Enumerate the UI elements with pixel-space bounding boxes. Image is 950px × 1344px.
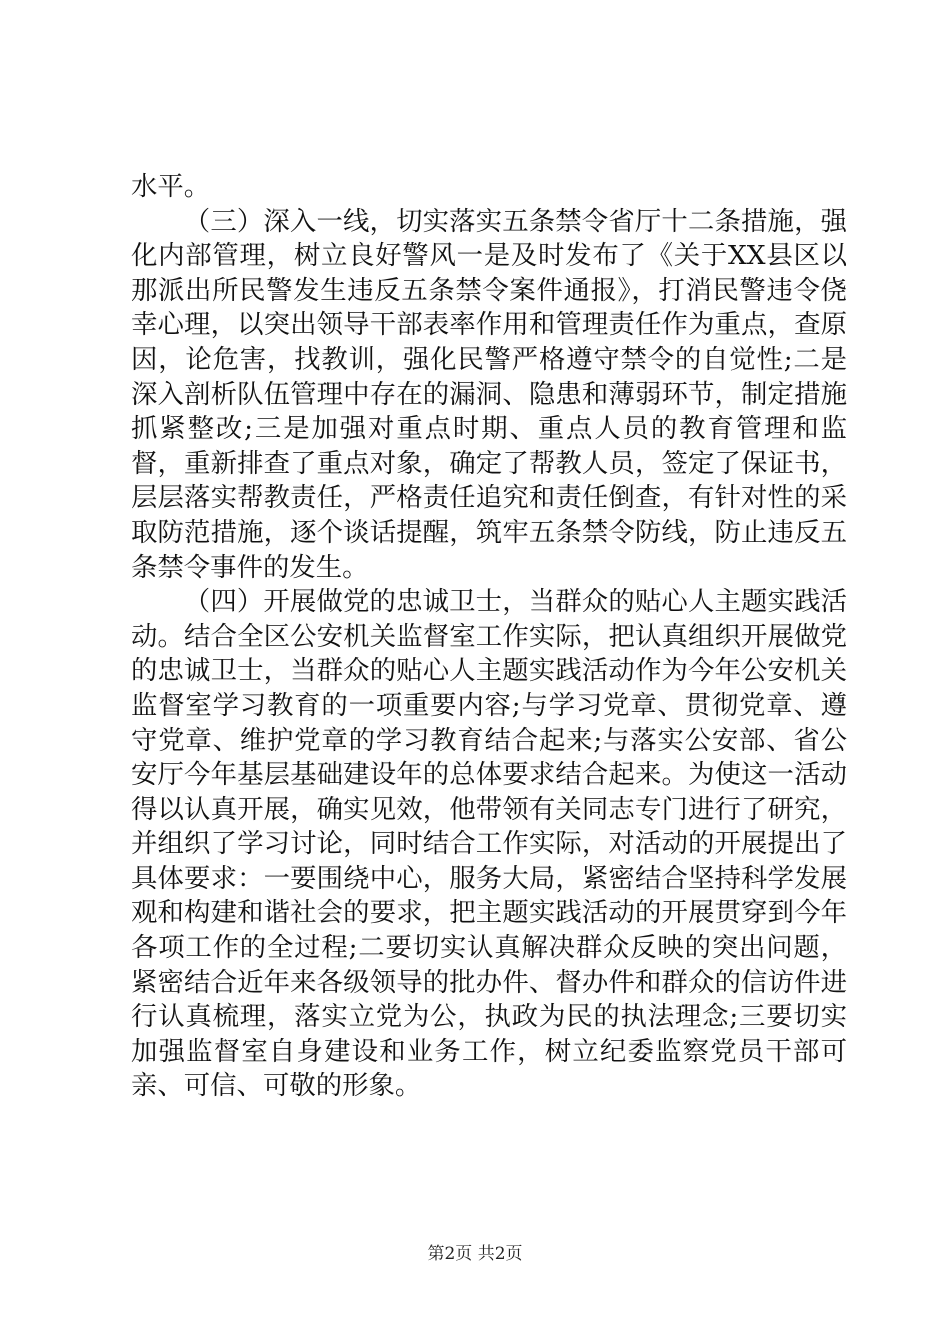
page-number-footer: 第2页 共2页: [427, 1244, 523, 1264]
paragraph-section-three: （三）深入一线，切实落实五条禁令省厅十二条措施，强化内部管理，树立良好警风一是及时发布了《关于XX县区以那派出所民警发生违反五条禁令案件通报》，打消民警违令侥幸心理，以突出领导干部表率作用和管理责任作为重点，查原因，论危害，找教训，强化民警严格遵守禁令的自觉性;二是深入剖析队伍管理中存在的漏洞、隐患和薄弱环节，制定措施抓紧整改;三是加强对重点时期、重点人员的教育管理和监督，重新排查了重点对象，确定了帮教人员，签定了保证书，层层落实帮教责任，严格责任追究和责任倒查，有针对性的采取防范措施，逐个谈话提醒，筑牢五条禁令防线，防止违反五条禁令事件的发生。: [131, 205, 847, 583]
paragraph-continuation: 水平。: [131, 171, 211, 202]
document-body: [131, 170, 847, 1104]
paragraph-section-four: （四）开展做党的忠诚卫士，当群众的贴心人主题实践活动。结合全区公安机关监督室工作实际，把认真组织开展做党的忠诚卫士，当群众的贴心人主题实践活动作为今年公安机关监督室学习教育的一项重要内容;与学习党章、贯彻党章、遵守党章、维护党章的学习教育结合起来;与落实公安部、省公安厅今年基层基础建设年的总体要求结合起来。为使这一活动得以认真开展，确实见效，他带领有关同志专门进行了研究，并组织了学习讨论，同时结合工作实际，对活动的开展提出了具体要求：一要围绕中心，服务大局，紧密结合坚持科学发展观和构建和谐社会的要求，把主题实践活动的开展贯穿到今年各项工作的全过程;二要切实认真解决群众反映的突出问题，紧密结合近年来各级领导的批办件、督办件和群众的信访件进行认真梳理，落实立党为公，执政为民的执法理念;三要切实加强监督室自身建设和业务工作，树立纪委监察党员干部可亲、可信、可敬的形象。: [131, 586, 847, 1102]
